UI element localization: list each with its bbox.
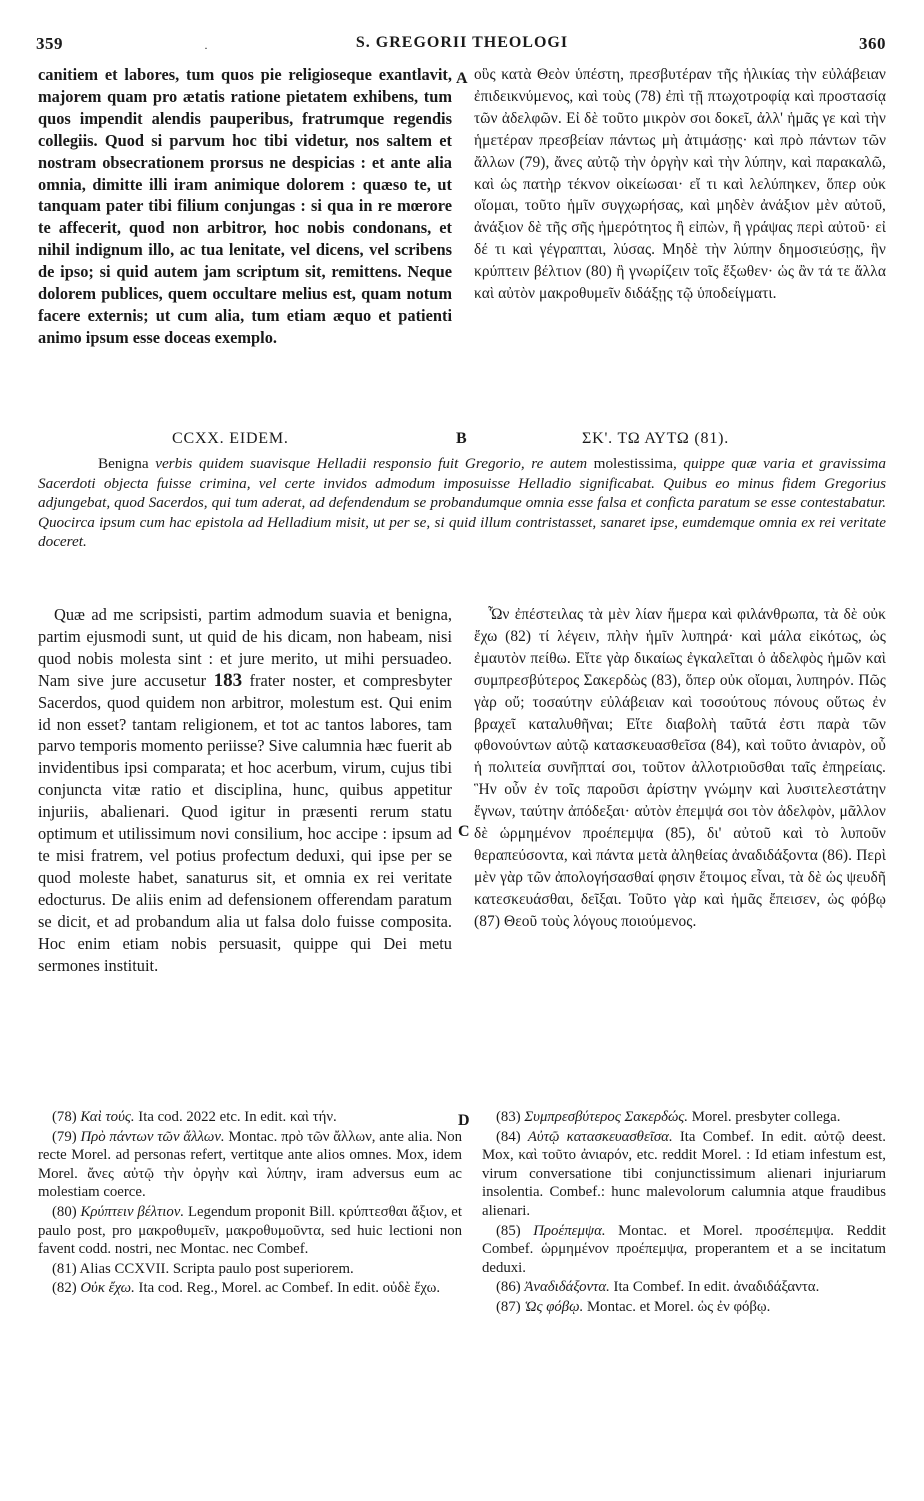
argument-plain-2: molestissima, [587,455,684,472]
footnote: (84) Αὐτῷ κατασκευασθεῖσα. Ita Combef. In edit. αὐτῷ deest. Mox, καὶ τοῦτο ἀνιαρόν, etc. reddit Morel. : Id etiam infestum est, virum conversatione tibi conjunctissimum alienari injuriarum insolentia. Combef.: hunc malevolorum calumnia atque fraudibus alienari. [482,1128,886,1219]
letter-latin-column [38,604,452,976]
argument-italic-2: quippe quæ varia et gravissima Sacerdoti objecta fuisse crimina, vel certe invidos admodum imposuisse Helladio significabat. Quibus eo minus fidem Gregorius adjungebat, quod Sacerdos, qui tum aderat, ad defendendum se probandumque omnia esse falsa et conficta paratum se esse contestabatur. Quocirca ipsum cum hac epistola ad Helladium misit, ut per se, si quid illum contristasset, sanaret ipse, eumdemque omnia ex rei veritate doceret. [38,455,886,550]
footnote: (78) Καὶ τούς. Ita cod. 2022 etc. In edit. καὶ τήν. [52,1109,337,1125]
footnote: (86) Ἀναδιδάξοντα. Ita Combef. In edit. ἀναδιδάξαντα. [496,1279,820,1296]
footnote: (81) Alias CCXVII. Scripta paulo post superiorem. [52,1260,354,1277]
letter-latin-part2: frater noster, et compresbyter Sacerdos, quod quidem non arbitror, molestum est. Qui enim id non esset? tantam religionem, et tot ac tantos labores, tam parvo temporis momento periisse? Sive calumnia hæc fuerit ab invidentibus ipsi comparata; et hoc acerbum, virum, cujus tibi conjuncta vitæ ratio et disciplina, hunc, quibus appetitur injuriis, abalienari. Quod igitur in præsenti rerum statu optimum et utilissimum novi consilium, hoc accipe : ipsum ad te misi fratrem, vel potius profectum deduxi, qui ipse per se quod moleste habet, sanaturus sit, et omnia ex rei veritate edocturus. De aliis enim ad defensionem offerendam paratum se dicit, et ad probandum alia ut falsa dolo fuisse composita. Hoc enim etiam nobis persuasit, quippe qui Dei metu sermones instituit. [38,670,452,975]
margin-letter-b: B [456,430,468,447]
page-number-right: 360 [859,34,886,53]
top-greek-text: οὓς κατὰ Θεὸν ὑπέστη, πρεσβυτέραν τῆς ἡλικίας τὴν εὐλάβειαν ἐπιδεικνύμενος, καὶ τοὺς (78) ἐπὶ τῇ πτωχοτροφίᾳ καὶ προστασίᾳ τῶν ἀδελφῶν. Εἰ δὲ τοῦτο μικρὸν σοι δοκεῖ, ἀλλ' ἡμᾶς γε καὶ τὴν ἡμετέραν πρεσβείαν πάντως μὴ ἀτιμάσῃς· καὶ πρὸ πάντων τῶν ἄλλων (79), ἄνες αὐτῷ τὴν ὀργὴν καὶ τὴν λύπην, καὶ παρακαλῶ, καὶ ὡς πατὴρ τέκνον οἰκείωσαι· εἴ τι καὶ λελύπηκεν, ὅπερ οὐκ οἴομαι, τοῦτο ἡμῖν συγχωρήσας, καὶ μηδὲν ἀνάξιον μὲν αὐτοῦ, ἀνάξιον δὲ τῆς σῆς ἡμερότητος ἢ εἰπὼν, ἢ γράψας περὶ αὐτοῦ· εἰ δέ τι καὶ γέγραπται, λύσας. Μηδὲ τὴν λύπην δημοσιεύσῃς, ἣν κρύπτειν βέλτιον (80) ἢ γνωρίζειν τοῖς ἔξωθεν· ὡς ἂν τά τε ἄλλα καὶ αὐτὸν μακροθυμεῖν διδάξῃς τῷ ὑποδείγματι. [474,66,886,303]
top-latin-text: canitiem et labores, tum quos pie religioseque exantlavit, majorem quam pro ætatis ratione pietatem exhibens, tum quos impendit alendis pauperibus, fratrumque regendis collegiis. Quod si parvum hoc tibi videtur, nos saltem et nostram obsecrationem prorsus ne despicias : et ante alia omnia, dimitte illi iram animique dolorem : quæso te, ut tanquam pater tibi filium conjungas : si qua in re mœrore te affecerit, quod non arbitror, hoc nobis condonans, et nihil indignum illo, ac tua lenitate, vel dicens, vel scribens de ipso; si quid autem jam scriptum sit, remittens. Neque dolorem publices, quem occultare melius est, quam notum facere externis; ut cum alia, tum etiam æquo et patienti animo ipsum esse doceas exemplo. [38,65,452,347]
footnote: (87) Ὡς φόβῳ. Montac. et Morel. ὡς ἐν φόβῳ. [496,1298,771,1315]
latin-letter-title: CCXX. EIDEM. [172,430,289,447]
margin-letter-a: A [456,70,468,87]
footnote: (80) Κρύπτειν βέλτιον. Legendum proponit Bill. κρύπτεσθαι ἄξιον, et paulo post, pro μακροθυμεῖν, μακροθυμοῦντα, sed huic lectioni non favent codd. nostri, nec Montac. nec Combef. [38,1203,462,1258]
argument-plain: Benigna [98,455,156,472]
letter-argument [38,454,886,552]
margin-letter-d: D [458,1112,470,1129]
footnote: (83) Συμπρεσβύτερος Σακερδώς. Morel. presbyter collega. [496,1109,841,1125]
argument-italic: verbis quidem suavisque Helladii responsio fuit Gregorio, re autem [155,455,588,472]
page-number-left: 359 [36,34,63,53]
greek-letter-title: ΣΚ'. ΤΩ ΑΥΤΩ (81). [582,430,730,447]
letter-greek-column [474,604,886,933]
page-title: S. GREGORII THEOLOGI [355,34,569,51]
letter-latin-part1: Quæ ad me scripsisti, partim admodum suavia et benigna, partim ejusmodi sunt, ut quid de his dicam, non habeam, nisi quod nobis molesta sint : et jure merito, ut mihi persuadeo. Nam sive jure accusetur [38,605,452,690]
footnotes-right [482,1108,886,1318]
footnote: (82) Οὐκ ἔχω. Ita cod. Reg., Morel. ac Combef. In edit. οὐδὲ ἔχω. [52,1280,441,1297]
letter-latin-text [38,604,452,976]
top-latin-column [38,64,452,349]
top-greek-column [474,64,886,305]
margin-letter-c: C [458,823,470,840]
letter-greek-text: Ὧν ἐπέστειλας τὰ μὲν λίαν ἥμερα καὶ φιλάνθρωπα, τὰ δὲ οὐκ ἔχω (82) τί λέγειν, πλὴν ἡμῖν λυπηρά· καὶ μάλα εἰκότως, ὡς ἐμαυτὸν πείθω. Εἴτε γὰρ δικαίως ἐγκαλεῖται ὁ ἀδελφὸς ἡμῶν καὶ συμπρεσβύτερος Σακερδὼς (83), ὅπερ οὐκ οἴομαι, λυπηρόν. Πῶς γὰρ οὔ; τοσαύτην εὐλάβειαν καὶ τοσούτους πόνους οὕτως ἐν βραχεῖ καταλυθῆναι; Εἴτε διαβολὴ ταῦτά ἐστι παρὰ τῶν φθονούντων αὐτῷ κατασκευασθεῖσα (84), καὶ τοῦτο ἀνιαρὸν, οὗ ἡ πολιτεία συνῆπταί σοι, τοῦτον ἀλλοτριοῦσθαι ταῖς ἐπηρείαις. Ἣν οὖν ἐν τοῖς παροῦσι ἀρίστην γνώμην καὶ λυσιτελεστάτην ἔγνων, ταύτην ἀπόδεξαι· αὐτὸν ἐπεμψά σοι τὸν ἀδελφὸν, μᾶλλον δὲ ὡρμημένον προέπεμψα (85), δι' αὐτοῦ καὶ τὸ λυποῦν θεραπεύσοντα, καὶ πάντα μετὰ ἀληθείας ἀναδιδάξοντα (86). Περὶ μὲν γὰρ τῶν ἀπολογήσασθαί φησιν ἕτοιμος εἶναι, τὰ δὲ ὡς ψευδῆ κατεσκευάσθαι, δεῖξαι. Τοῦτο γὰρ καὶ ἡμᾶς ἔπεισεν, ὡς φόβῳ (87) Θεοῦ τοὺς λόγους ποιούμενος. [474,606,886,930]
column-number: 183 [213,669,243,691]
footnote: (85) Προέπεμψα. Montac. et Morel. προσέπεμψα. Reddit Combef. ὡρμημένον προέπεμψα, properantem et a se incitatum deduxi. [482,1222,887,1276]
speck: · [204,41,208,55]
footnotes-left [38,1108,462,1299]
footnote: (79) Πρὸ πάντων τῶν ἄλλων. Montac. πρὸ τῶν ἄλλων, ante alia. Non recte Morel. ad personas refert, vertitque ante alios omnes. Mox, idem Morel. ἄνες αὐτῷ τὴν ὀργὴν καὶ λύπην, iram adversus eum ac molestiam coerce. [38,1128,463,1201]
